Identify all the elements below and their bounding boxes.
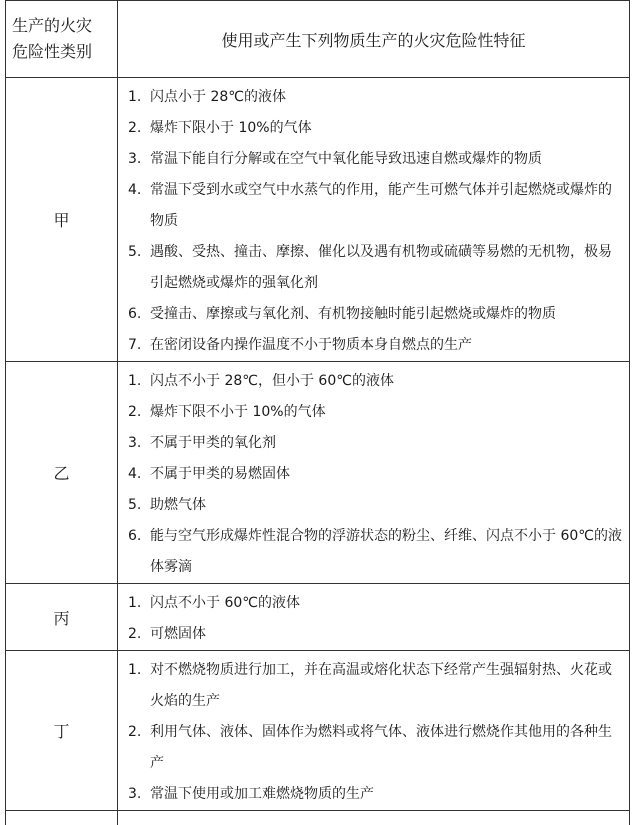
- item-number: 4.: [124, 175, 150, 237]
- item-text: 助燃气体: [150, 490, 623, 521]
- item-text: 闪点不小于 28℃，但小于 60℃的液体: [150, 366, 623, 397]
- item-number: 1.: [124, 82, 150, 113]
- feature-cell: [118, 584, 630, 651]
- list-item: [124, 397, 623, 428]
- item-text: 不属于甲类的易燃固体: [150, 459, 623, 490]
- item-number: 1.: [124, 588, 150, 619]
- category-cell: 乙: [6, 362, 118, 584]
- list-item: [124, 521, 623, 583]
- item-number: 2.: [124, 717, 150, 779]
- feature-cell: [118, 78, 630, 362]
- list-item: [124, 113, 623, 144]
- item-text: 对不燃烧物质进行加工，并在高温或熔化状态下经常产生强辐射热、火花或火焰的生产: [150, 655, 623, 717]
- item-text: 能与空气形成爆炸性混合物的浮游状态的粉尘、纤维、闪点不小于 60℃的液体雾滴: [150, 521, 623, 583]
- list-item: [124, 619, 623, 650]
- item-text: 受撞击、摩擦或与氧化剂、有机物接触时能引起燃烧或爆炸的物质: [150, 299, 623, 330]
- fire-hazard-table: [5, 0, 630, 825]
- list-item: [124, 655, 623, 717]
- list-item: [124, 144, 623, 175]
- item-number: 5.: [124, 490, 150, 521]
- category-cell: 甲: [6, 78, 118, 362]
- item-text: 常温下能自行分解或在空气中氧化能导致迅速自燃或爆炸的物质: [150, 144, 623, 175]
- category-header: [6, 1, 118, 78]
- feature-cell-partial: [118, 811, 630, 825]
- feature-cell: [118, 651, 630, 811]
- table-row: [6, 362, 630, 584]
- list-item: [124, 459, 623, 490]
- item-number: 3.: [124, 144, 150, 175]
- item-number: 1.: [124, 655, 150, 717]
- feature-header: 使用或产生下列物质生产的火灾危险性特征: [118, 1, 630, 78]
- table-header-row: [6, 1, 630, 78]
- item-text: 闪点不小于 60℃的液体: [150, 588, 623, 619]
- item-text: 爆炸下限不小于 10%的气体: [150, 397, 623, 428]
- item-number: 2.: [124, 619, 150, 650]
- list-item: [124, 717, 623, 779]
- category-cell: 丙: [6, 584, 118, 651]
- category-cell-partial: [6, 811, 118, 825]
- table-row-partial: [6, 811, 630, 825]
- item-text: 可燃固体: [150, 619, 623, 650]
- item-text: 不属于甲类的氧化剂: [150, 428, 623, 459]
- table-row: [6, 584, 630, 651]
- item-number: 6.: [124, 521, 150, 583]
- item-text: 遇酸、受热、撞击、摩擦、催化以及遇有机物或硫磺等易燃的无机物，极易引起燃烧或爆炸的强氧化剂: [150, 237, 623, 299]
- category-header-line2: 危险性类别: [12, 39, 117, 65]
- item-text: 常温下使用或加工难燃烧物质的生产: [150, 779, 623, 810]
- table-row: [6, 651, 630, 811]
- item-number: 3.: [124, 779, 150, 810]
- list-item: [124, 299, 623, 330]
- item-text: 在密闭设备内操作温度不小于物质本身自燃点的生产: [150, 330, 623, 361]
- item-number: 6.: [124, 299, 150, 330]
- table-row: [6, 78, 630, 362]
- list-item: [124, 330, 623, 361]
- list-item: [124, 237, 623, 299]
- item-text: 闪点小于 28℃的液体: [150, 82, 623, 113]
- feature-cell: [118, 362, 630, 584]
- item-number: 2.: [124, 113, 150, 144]
- item-number: 1.: [124, 366, 150, 397]
- list-item: [124, 428, 623, 459]
- item-number: 2.: [124, 397, 150, 428]
- item-number: 4.: [124, 459, 150, 490]
- item-number: 3.: [124, 428, 150, 459]
- list-item: [124, 366, 623, 397]
- list-item: [124, 175, 623, 237]
- item-number: 7.: [124, 330, 150, 361]
- item-number: 5.: [124, 237, 150, 299]
- item-text: 利用气体、液体、固体作为燃料或将气体、液体进行燃烧作其他用的各种生产: [150, 717, 623, 779]
- list-item: [124, 490, 623, 521]
- list-item: [124, 82, 623, 113]
- category-header-line1: 生产的火灾: [12, 13, 117, 39]
- category-cell: 丁: [6, 651, 118, 811]
- item-text: 爆炸下限小于 10%的气体: [150, 113, 623, 144]
- item-text: 常温下受到水或空气中水蒸气的作用，能产生可燃气体并引起燃烧或爆炸的物质: [150, 175, 623, 237]
- list-item: [124, 779, 623, 810]
- list-item: [124, 588, 623, 619]
